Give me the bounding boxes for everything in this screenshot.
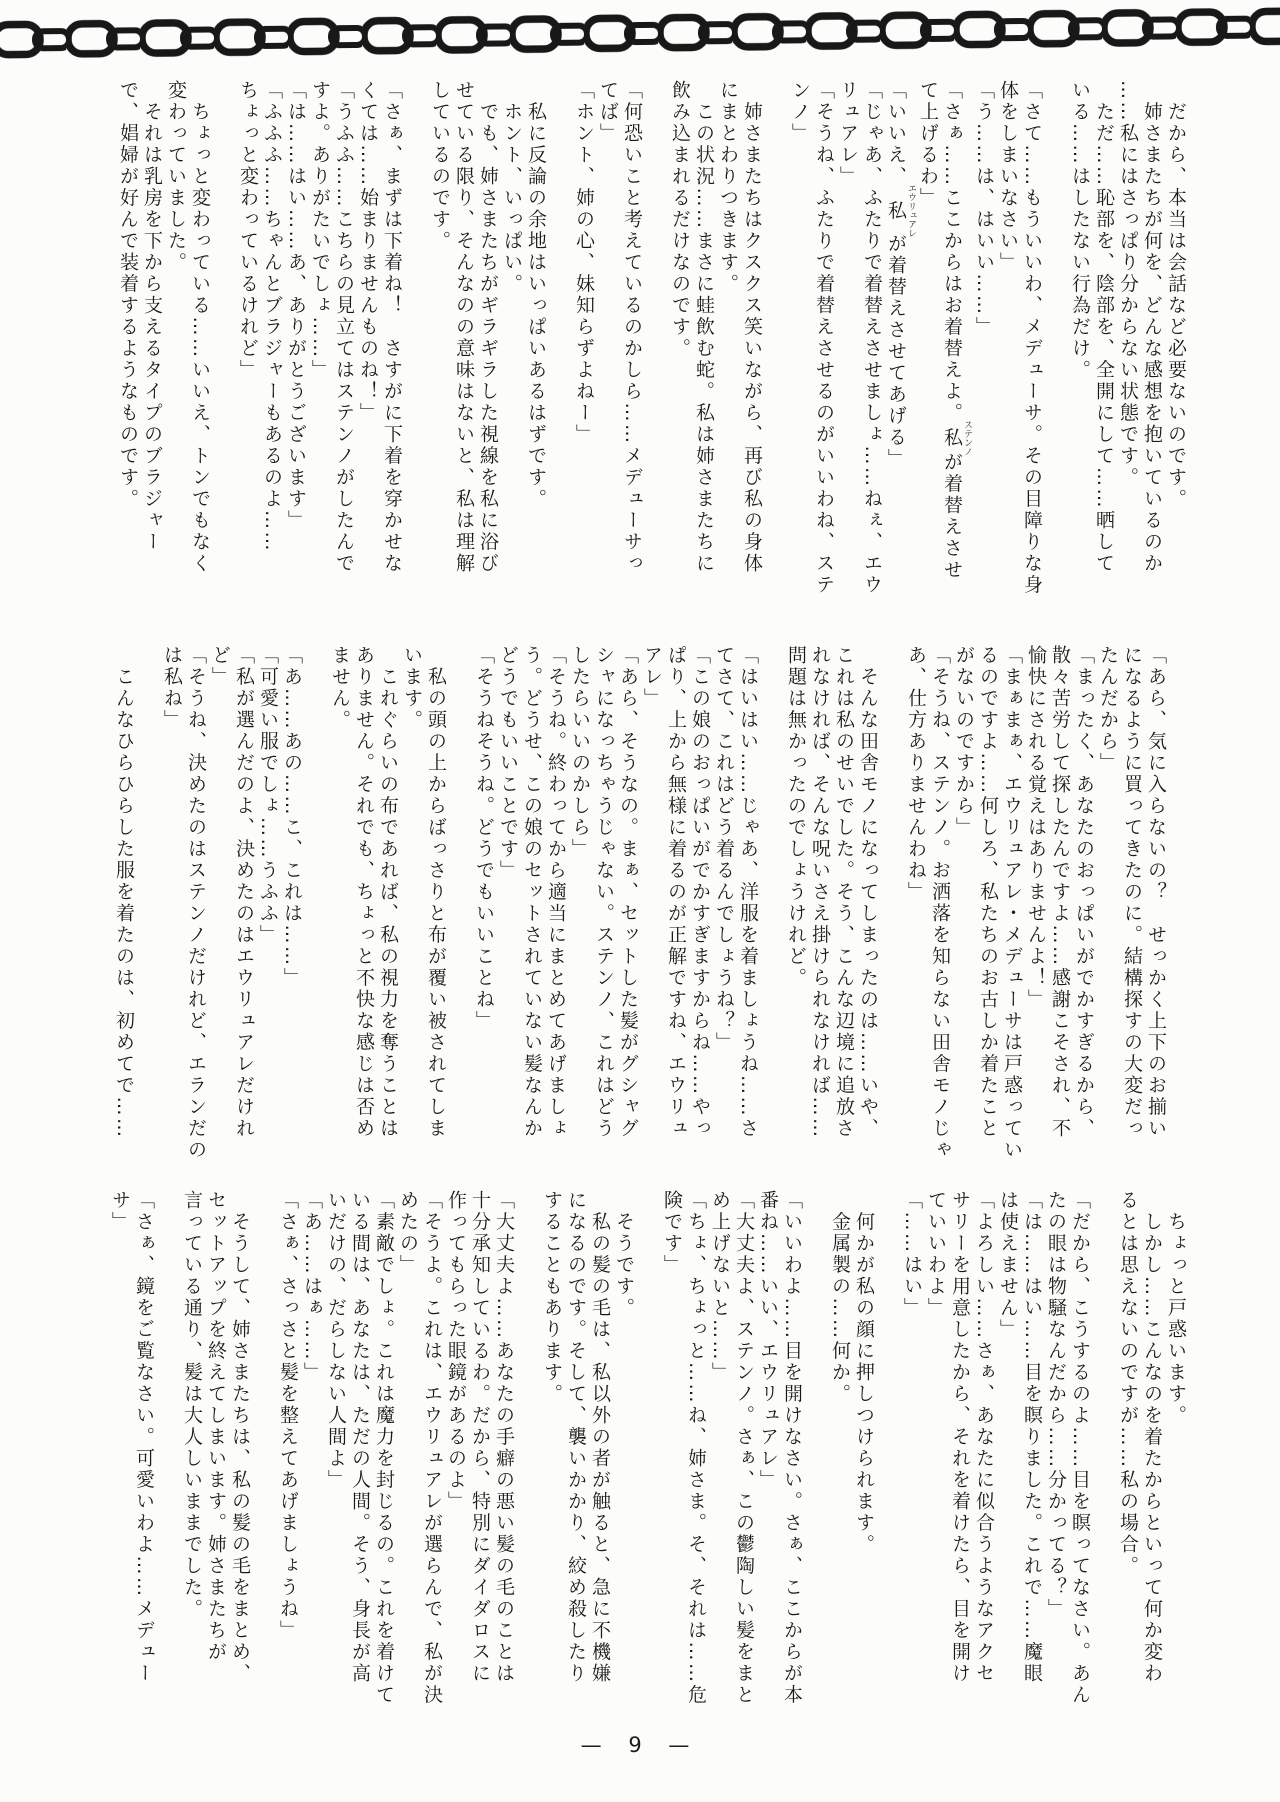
text-column: 私の髪の毛は、私以外の者が触ると、急に不機嫌 — [589, 1190, 611, 1685]
text-column: 「まったく、あなたのおっぱいがでかすぎるから、 — [1073, 645, 1095, 1140]
ruby-annotated-word: 私 ステンノ — [941, 420, 972, 456]
text-column: たの眼は物騒なんだから……分かってる？」 — [1045, 1190, 1067, 1620]
text-column: ていいわよ」 — [925, 1190, 947, 1319]
text-column: そんな田舎モノになってしまったのは……いや、 — [857, 645, 879, 1140]
text-column: 「うふふ……こちらの見立てはステンノがしたんで — [333, 80, 355, 575]
column-gap — [448, 645, 472, 1167]
text-column: います。 — [401, 645, 423, 731]
column-gap — [404, 80, 428, 622]
text-column: 「そうねそうね。どうでもいいことね」 — [473, 645, 495, 1032]
text-column: 「ホント、姉の心、妹知らずよねー」 — [573, 80, 595, 446]
text-column: 「そうね。終わってから適当にまとめてあげましょ — [545, 645, 567, 1140]
text-column: セットアップを終えてしまいます。姉さまたちが — [205, 1190, 227, 1663]
text-column: になるように買ってきたのに。結構探すの大変だっ — [1121, 645, 1143, 1140]
text-column: 私の頭の上からばっさりと布が覆い被されてしま — [425, 645, 447, 1140]
novel-text-block-bottom — [78, 1190, 1188, 1742]
text-column: ンノ」 — [789, 80, 811, 145]
text-column: だから、本当は会話など必要ないのです。 — [1165, 80, 1187, 510]
text-column: 「さぁ……ここからはお着替えよ。私 ステンノが着替えさせ — [941, 80, 972, 581]
text-column: これは私のせいでした。そう、こんな辺境に追放さ — [833, 645, 855, 1140]
text-column: 「可愛い服でしょ……うふふ」 — [257, 645, 279, 946]
text-column: でも、姉さまたちがギラギラした視線を私に浴び — [477, 80, 499, 575]
page-number: — 9 — — [580, 1733, 700, 1757]
column-gap — [1092, 1190, 1116, 1742]
text-column: 「ふふふ……ちゃんとブラジャーもあるのよ…… — [261, 80, 283, 553]
column-gap — [880, 645, 904, 1167]
text-column: 「あら、気に入らないの？ せっかく上下のお揃い — [1145, 645, 1167, 1140]
text-column: 飲み込まれるだけなのです。 — [669, 80, 691, 360]
text-column: 「あら、そうなの。まぁ、セットした髪がグシャグ — [617, 645, 639, 1140]
text-column: 「あ……あの……こ、これは……」 — [281, 645, 303, 989]
text-column: すよ。ありがたいでしょ……」 — [309, 80, 331, 381]
text-column: てば」 — [597, 80, 619, 145]
text-column: 姉さまたちはクスクス笑いながら、再び私の身体 — [741, 80, 763, 575]
text-column: め上げないと……」 — [709, 1190, 731, 1384]
text-column: にまとわりつきます。 — [717, 80, 739, 295]
text-column: になるのです。そして、襲いかかり、絞め殺したり — [565, 1190, 587, 1685]
text-column: て上げるわ」 — [917, 80, 939, 209]
text-column: ません。 — [329, 645, 351, 731]
text-column: 「さぁ、まずは下着ね！ さすがに下着を穿かせな — [381, 80, 403, 575]
text-column: シャになっちゃうじゃない。ステンノ、これはどう — [593, 645, 615, 1140]
text-column: いる……はしたない行為だけ。 — [1069, 80, 1091, 381]
text-column: 愉快にされる覚えはありませんよ！」 — [1025, 645, 1047, 1011]
text-column: 「じゃあ、ふたりで着替えさせましょ……ねぇ、エウ — [861, 80, 883, 596]
text-column: 「そうね、決めたのはステンノだけれど、エランだの — [185, 645, 207, 1161]
text-column: たんだから」 — [1097, 645, 1119, 774]
chain-border-image — [0, 0, 1280, 73]
column-gap — [804, 1190, 828, 1742]
text-column: そうです。 — [613, 1190, 635, 1319]
text-column: ……私にはさっぱり分からない状態です。 — [1117, 80, 1139, 489]
text-column: 金属製の……何か。 — [829, 1190, 851, 1405]
text-column: こんなひらひらした服を着たのは、初めてで…… — [113, 645, 135, 1140]
text-column: 散々苦労して探したんですよ……感謝こそされ、不 — [1049, 645, 1071, 1140]
text-column: 「さぁ、鏡をご覧なさい。可愛いわよ……メデュー — [133, 1190, 155, 1685]
text-column: それは乳房を下から支えるタイプのブラジャー — [141, 80, 163, 553]
text-column: くては……始まりませんものね！」 — [357, 80, 379, 424]
text-column: 「大丈夫よ、ステンノ。さぁ、この鬱陶しい髪をまと — [733, 1190, 755, 1706]
column-gap — [1044, 80, 1068, 622]
text-column: ちょっと変わっている……いいえ、トンでもなく — [189, 80, 211, 575]
text-column: てさて、これはどう着るんでしょうね？」 — [713, 645, 735, 1054]
column-gap — [156, 1190, 180, 1742]
text-column: 十分承知しているわ。だから、特別にダイダロスに — [469, 1190, 491, 1685]
text-column: めたの」 — [397, 1190, 419, 1276]
text-column: リュアレ」 — [837, 80, 859, 188]
text-column: れなければ、そんな呪いさえ掛けられなければ…… — [809, 645, 831, 1140]
column-gap — [644, 80, 668, 622]
column-gap — [760, 645, 784, 1167]
text-column: 「ちょ、ちょっと……ね、姉さま。そ、それは……危 — [685, 1190, 707, 1706]
text-column: サリーを用意したから、それを着けたら、目を開け — [949, 1190, 971, 1685]
text-column: ど」 — [209, 645, 231, 688]
text-column: 「素敵でしょ。これは魔力を封じるの。これを着けて — [373, 1190, 395, 1706]
text-column: 「う……は、はいい……」 — [973, 80, 995, 338]
column-gap — [304, 645, 328, 1167]
text-column: 番ね……いい、エウリュアレ」 — [757, 1190, 779, 1491]
ruby-annotated-word: 私 エウリュアレ — [885, 183, 916, 238]
text-column: 問題は無かったのでしょうけれど。 — [785, 645, 807, 989]
text-column: で、娼婦が好んで装着するようなものです。 — [117, 80, 139, 510]
text-column: 「そうね、ステンノ。お洒落を知らない田舎モノじゃ — [929, 645, 951, 1161]
text-column: 「は……はい……あ、ありがとうございます」 — [285, 80, 307, 532]
text-column: 「まぁまぁ、エウリュアレ・メデューサは戸惑ってい — [1001, 645, 1023, 1161]
text-column: 変わっていました。 — [165, 80, 187, 274]
text-column: 「よろしい……さぁ、あなたに似合うようなアクセ — [973, 1190, 995, 1685]
column-gap — [548, 80, 572, 622]
column-gap — [516, 1190, 540, 1742]
text-column: いる間は、あなたは、ただの人間。そう、身長が高 — [349, 1190, 371, 1685]
text-column: しているのです。 — [429, 80, 451, 252]
text-column: 「さて……もういいわ、メデューサ。その目障りな身 — [1021, 80, 1043, 596]
text-column: いだけの、だらしない人間よ」 — [325, 1190, 347, 1491]
text-column: 体をしまいなさい」 — [997, 80, 1019, 274]
text-column: これぐらいの布であれば、私の視力を奪うことは — [377, 645, 399, 1140]
column-gap — [876, 1190, 900, 1742]
text-column: ちょっと戸惑います。 — [1165, 1190, 1187, 1427]
text-column: 「さぁ、さっさと髪を整えてあげましょうね」 — [277, 1190, 299, 1642]
text-column: ちょっと変わっているけれど」 — [237, 80, 259, 381]
text-column: この状況……まさに蛙飲む蛇。私は姉さまたちに — [693, 80, 715, 575]
column-gap — [212, 80, 236, 622]
text-column: どうでもいいことです」 — [497, 645, 519, 882]
text-column: 「何恐いこと考えているのかしら……メデューサっ — [621, 80, 643, 575]
chain-border-svg — [0, 0, 1280, 73]
text-column: がないのですから」 — [953, 645, 975, 839]
text-column: ホント、いっぱい。 — [501, 80, 523, 295]
text-column: 「あ……はぁ……」 — [301, 1190, 323, 1384]
text-column: 「は……はい……目を瞑りました。これで……魔眼 — [1021, 1190, 1043, 1685]
text-column: るのですよ……何しろ、私たちのお古しか着たこと — [977, 645, 999, 1140]
column-gap — [636, 1190, 660, 1742]
text-column: ただ……恥部を、陰部を、全開にして……晒して — [1093, 80, 1115, 575]
text-column: 「……はい」 — [901, 1190, 923, 1319]
text-column: う。どうせ、この娘のセットされていない髪なんか — [521, 645, 543, 1140]
text-column: 「大丈夫よ……あなたの手癖の悪い髪の毛のことは — [493, 1190, 515, 1685]
novel-text-block-middle — [58, 645, 1168, 1167]
text-column: しかし……こんなのを着たからといって何か変わ — [1141, 1190, 1163, 1685]
column-gap — [252, 1190, 276, 1742]
text-column: 「そうよ。これは、エウリュアレが選らんで、私が決 — [421, 1190, 443, 1706]
text-column: 姉さまたちが何を、どんな感想を抱いているのか — [1141, 80, 1163, 575]
text-column: 「この娘のおっぱいがでかすぎますからね……やっ — [689, 645, 711, 1140]
text-column: 「私が選んだのよ、決めたのはエウリュアレだけれ — [233, 645, 255, 1140]
text-column: サ」 — [109, 1190, 131, 1233]
text-column: あ、仕方ありませんわね」 — [905, 645, 927, 903]
text-column: 「はいはい……じゃあ、洋服を着ましょうね……さ — [737, 645, 759, 1140]
novel-text-block-top — [78, 80, 1188, 622]
text-column: したらいいのかしら」 — [569, 645, 591, 860]
text-column: 何かが私の顔に押しつけられます。 — [853, 1190, 875, 1556]
text-column: は私ね」 — [161, 645, 183, 731]
text-column: は使えません」 — [997, 1190, 1019, 1341]
text-column: することもあります。 — [541, 1190, 563, 1405]
text-column: 「だから、こうするのよ……目を瞑ってなさい。あん — [1069, 1190, 1091, 1706]
text-column: 言っている通り、髪は大人しいままでした。 — [181, 1190, 203, 1620]
text-column: ありません。それでも、ちょっと不快な感じは否め — [353, 645, 375, 1140]
text-column: 「いいえ、私 エウリュアレが着替えさせてあげる」 — [885, 80, 916, 470]
column-gap — [136, 645, 160, 1167]
text-column: 私に反論の余地はいっぱいあるはずです。 — [525, 80, 547, 510]
text-column: 作ってもらった眼鏡があるのよ」 — [445, 1190, 467, 1513]
text-column: 「そうね、ふたりで着替えさせるのがいいわね、ステ — [813, 80, 835, 596]
text-column: 「いいわよ……目を開けなさい。さぁ、ここからが本 — [781, 1190, 803, 1706]
column-gap — [764, 80, 788, 622]
text-column: せている限り、そんなのの意味はないと、私は理解 — [453, 80, 475, 575]
text-column: そうして、姉さまたちは、私の髪の毛をまとめ、 — [229, 1190, 251, 1685]
text-column: アレ」 — [641, 645, 663, 710]
text-column: ぱり、上から無様に着るのが正解ですね、エウリュ — [665, 645, 687, 1140]
text-column: 険です」 — [661, 1190, 683, 1276]
text-column: るとは思えないのですが……私の場合。 — [1117, 1190, 1139, 1577]
